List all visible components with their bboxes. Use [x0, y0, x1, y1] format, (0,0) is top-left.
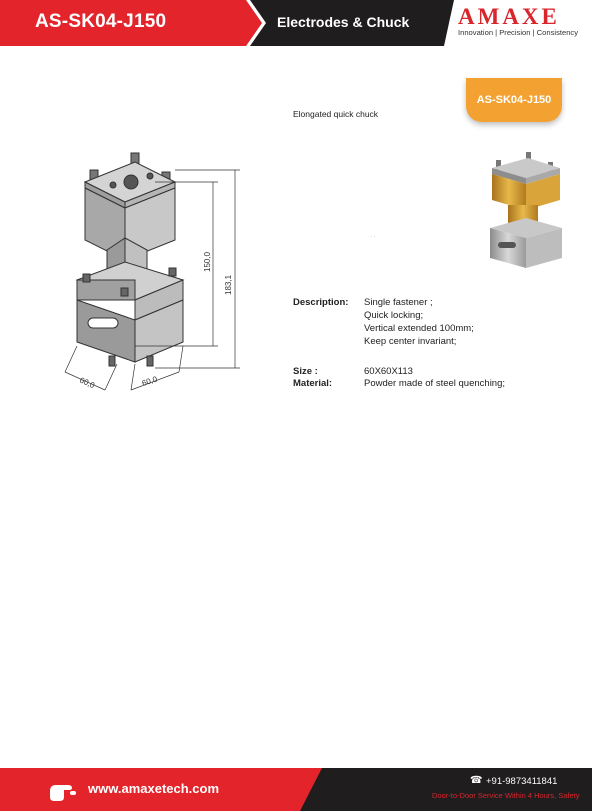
dim-height-total: 183,1: [224, 274, 233, 295]
size-label: Size :: [293, 366, 318, 377]
product-photo: [482, 150, 568, 276]
pointing-hand-icon: [48, 777, 78, 803]
product-badge: [466, 78, 562, 122]
material-value: Powder made of steel quenching;: [364, 378, 506, 389]
technical-drawing: [55, 150, 255, 400]
dim-width-right: 60,0: [140, 374, 159, 388]
description-line-1: Single fastener ;: [364, 297, 433, 308]
service-note: Door-to-Door Service Within 4 Hours, Safety: [432, 791, 580, 800]
dim-width-left: 60,0: [78, 375, 97, 391]
brand-tagline: Innovation | Precision | Consistency: [458, 28, 579, 37]
brand-logo: AMAXE: [458, 4, 560, 29]
description-line-4: Keep center invariant;: [364, 336, 457, 347]
dim-height-body: 150,0: [203, 251, 212, 272]
badge-label: AS-SK04-J150: [476, 94, 552, 106]
description-line-2: Quick locking;: [364, 310, 424, 321]
phone-number[interactable]: +91-9873411841: [486, 776, 558, 787]
description-line-3: Vertical extended 100mm;: [364, 323, 474, 334]
product-code-title: AS-SK04-J150: [35, 11, 167, 32]
product-subtitle: Elongated quick chuck: [293, 109, 379, 119]
phone-icon: ☎: [470, 775, 483, 786]
material-label: Material:: [293, 378, 333, 389]
photo-caption-dot: · ·: [370, 234, 376, 240]
description-label: Description:: [293, 297, 349, 308]
size-value: 60X60X113: [364, 366, 413, 377]
website-link[interactable]: www.amaxetech.com: [88, 781, 220, 796]
category-title: Electrodes & Chuck: [277, 14, 410, 30]
